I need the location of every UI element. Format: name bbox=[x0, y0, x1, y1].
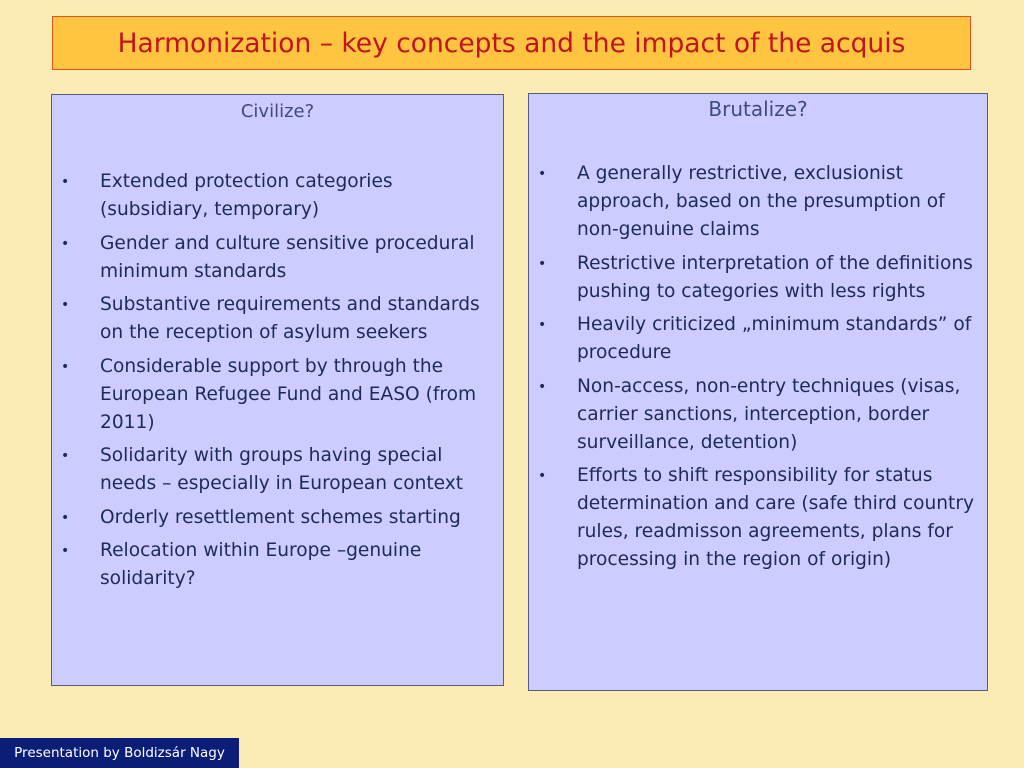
list-item-text: Solidarity with groups having special needs – especially in European context bbox=[100, 445, 464, 494]
civilize-list bbox=[52, 168, 503, 599]
list-item bbox=[52, 168, 503, 224]
bullet-icon: • bbox=[61, 235, 70, 252]
footer-credit: Presentation by Boldizsár Nagy bbox=[0, 738, 239, 768]
list-item bbox=[52, 353, 503, 437]
list-item-text: Restrictive interpretation of the definitions pushing to categories with less rights bbox=[577, 252, 973, 302]
list-item bbox=[52, 230, 503, 286]
title-box bbox=[52, 16, 971, 70]
list-item bbox=[529, 462, 987, 574]
bullet-icon: • bbox=[61, 448, 70, 464]
brutalize-panel bbox=[528, 93, 988, 691]
slide-title: Harmonization – key concepts and the impact of the acquis bbox=[117, 27, 906, 59]
bullet-icon: • bbox=[538, 255, 547, 272]
brutalize-heading: Brutalize? bbox=[708, 97, 808, 121]
list-item bbox=[52, 442, 503, 498]
list-item bbox=[52, 537, 503, 593]
bullet-icon: • bbox=[61, 174, 70, 190]
list-item-text: Substantive requirements and standards on the reception of asylum seekers bbox=[100, 294, 480, 343]
bullet-icon: • bbox=[61, 543, 70, 559]
list-item-text: Heavily criticized „minimum standards” of procedure bbox=[577, 314, 972, 363]
list-item-text: Efforts to shift responsibility for status determination and care (safe third country rules, readmisson agreements, plans for processing in the region of origin) bbox=[577, 465, 974, 570]
list-item-text: Extended protection categories (subsidiary, temporary) bbox=[100, 171, 393, 220]
list-item bbox=[529, 250, 987, 306]
list-item-text: Considerable support by through the European Refugee Fund and EASO (from 2011) bbox=[100, 355, 477, 433]
list-item bbox=[529, 373, 987, 457]
list-item-text: Gender and culture sensitive procedural minimum standards bbox=[100, 232, 475, 282]
bullet-icon: • bbox=[538, 378, 547, 395]
list-item-text: Relocation within Europe –genuine solidarity? bbox=[100, 540, 422, 589]
list-item bbox=[529, 160, 987, 244]
list-item-text: Non-access, non-entry techniques (visas, carrier sanctions, interception, border surveillance, detention) bbox=[577, 375, 961, 453]
bullet-icon: • bbox=[538, 468, 547, 484]
list-item bbox=[52, 504, 503, 532]
list-item bbox=[52, 291, 503, 347]
brutalize-list bbox=[529, 160, 987, 580]
civilize-heading: Civilize? bbox=[240, 101, 315, 122]
list-item-text: A generally restrictive, exclusionist approach, based on the presumption of non-genuine claims bbox=[577, 163, 945, 240]
bullet-icon: • bbox=[538, 317, 547, 333]
civilize-panel bbox=[51, 94, 504, 686]
bullet-icon: • bbox=[61, 509, 70, 526]
list-item bbox=[529, 311, 987, 367]
bullet-icon: • bbox=[61, 358, 70, 375]
bullet-icon: • bbox=[538, 166, 547, 182]
list-item-text: Orderly resettlement schemes starting bbox=[100, 506, 461, 528]
bullet-icon: • bbox=[61, 297, 70, 313]
